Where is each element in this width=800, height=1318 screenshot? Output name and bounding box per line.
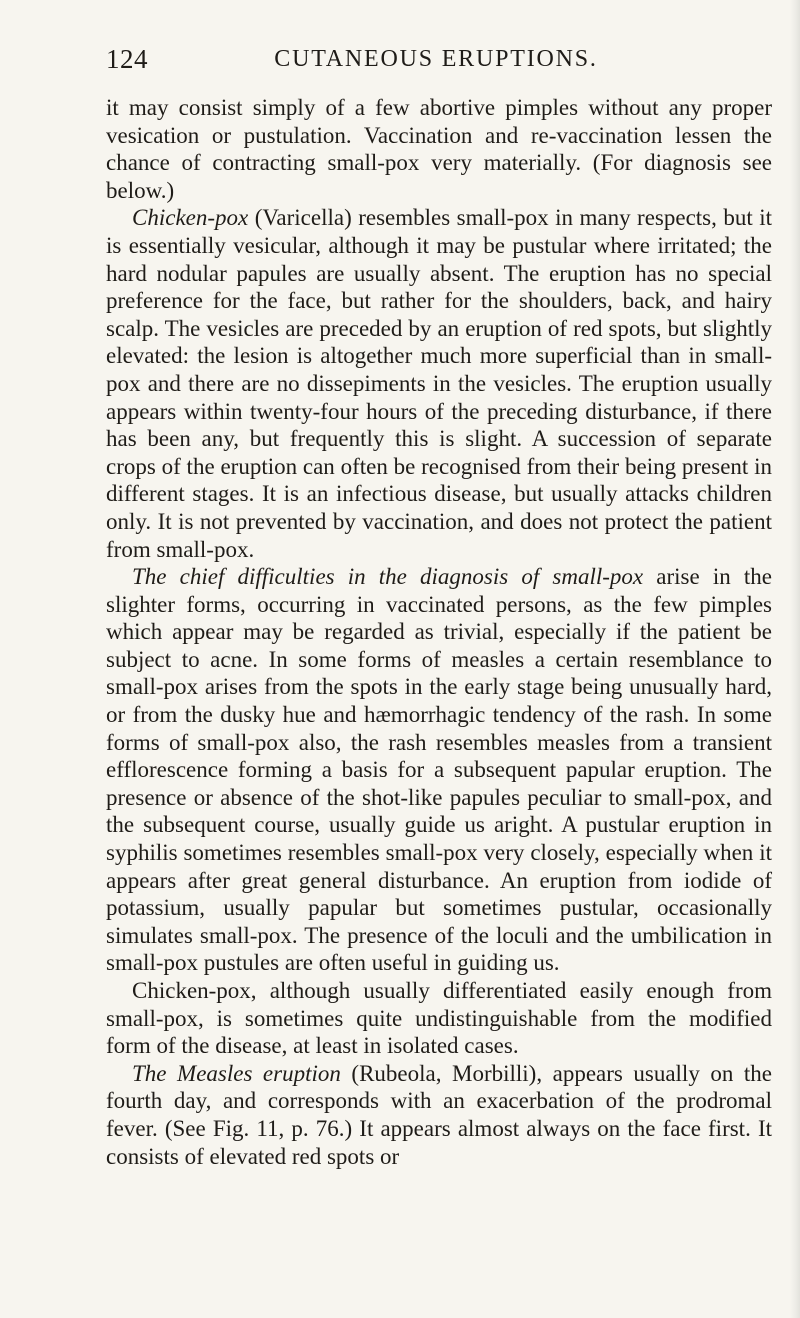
term-chief-difficulties: The chief difficulties in the diagnosis of small-pox [132,564,644,590]
paragraph-vaccination: it may consist simply of a few abortive pimples without any proper vesication or pustulation. Vaccination and re-vaccination lessen the chance of contracting small-pox very materially. (For diagnosis see below.) [106,95,772,203]
paragraph-chicken-pox-text: (Varicella) resembles small-pox in many respects, but it is essentially vesicular, although it may be pustular where irritated; the hard nodular papules are usually absent. The eruption has no special preference for the face, but rather for the shoulders, back, and hairy scalp. The vesicles are preceded by an eruption of red spots, but slightly elevated: the lesion is altogether much more superficial than in small-pox and there are no dissepiments in the vesicles. The eruption usually appears within twenty-four hours of the preceding disturbance, if there has been any, but frequently this is slight. A succession of separate crops of the eruption can often be recognised from their being present in different stages. It is an infectious disease, but usually attacks children only. It is not prevented by vaccination, and does not protect the patient from small-pox. [106,205,772,562]
header-title: CUTANEOUS ERUPTIONS. [274,46,598,72]
paragraph-chicken-pox [106,204,772,563]
paragraph-measles [106,1060,772,1170]
page-number: 124 [106,44,148,74]
page-edge [790,0,800,1318]
body-text [106,94,772,1170]
term-measles-eruption: The Measles eruption [132,1060,341,1086]
paragraph-diagnosis-text: arise in the slighter forms, occurring in vaccinated persons, as the few pimples which appear may be regarded as trivial, especially if the patient be subject to acne. In some forms of measles a certain resemblance to small-pox arises from the spots in the early stage being unusually hard, or from the dusky hue and hæmorrhagic tendency of the rash. In some forms of small-pox also, the rash resembles measles from a transient efflorescence forming a basis for a subsequent papular eruption. The presence or absence of the shot-like papules peculiar to small-pox, and the subsequent course, usually guide us aright. A pustular eruption in syphilis sometimes resembles small-pox very closely, especially when it appears after great general disturbance. An eruption from iodide of potassium, usually papular but sometimes pustular, occasionally simulates small-pox. The presence of the loculi and the umbilication in small-pox pustules are often useful in guiding us. [106,564,773,976]
term-chicken-pox: Chicken-pox [132,205,249,231]
paragraph-modified-form: Chicken-pox, although usually differentiated easily enough from small-pox, is sometimes quite undistinguishable from the modified form of the disease, at least in isolated cases. [106,978,772,1059]
running-head [106,44,766,84]
paragraph-diagnosis [106,563,772,977]
paragraph-measles-text: (Rubeola, Morbilli), appears usually on the fourth day, and corresponds with an exacerbation of the prodromal fever. (See Fig. 11, p. 76.) It appears almost always on the face first. It consists of elevated red spots or [106,1060,772,1169]
